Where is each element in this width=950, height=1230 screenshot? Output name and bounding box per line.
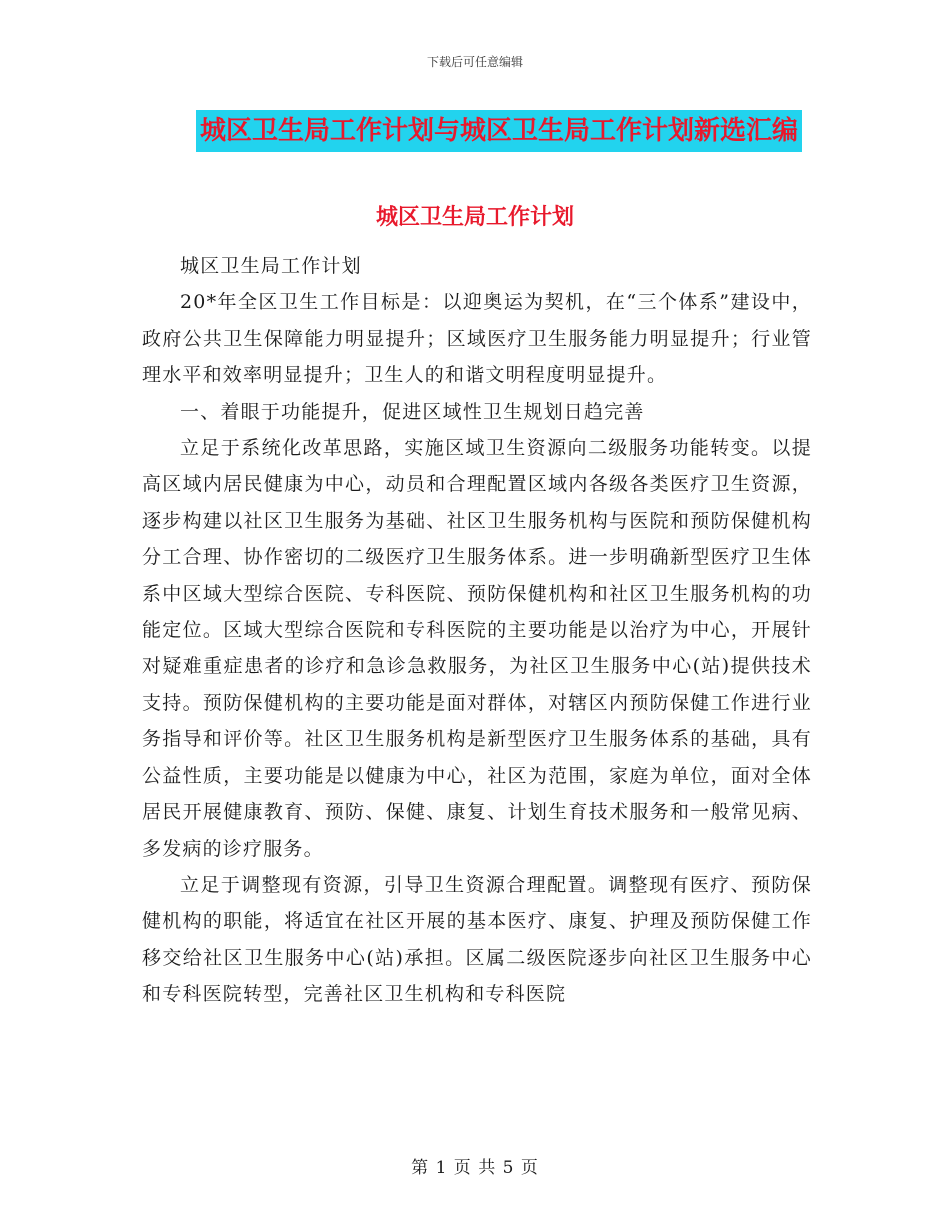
- page-footer: 第 1 页 共 5 页: [411, 1158, 539, 1178]
- header-note: 下载后可任意编辑: [426, 55, 523, 69]
- paragraph-section-one-heading: 一、着眼于功能提升，促进区域性卫生规划日趋完善: [180, 400, 645, 423]
- main-title-container: [0, 110, 950, 152]
- paragraph-goals: 20*年全区卫生工作目标是：以迎奥运为契机，在“三个体系”建设中，政府公共卫生保障能力明显提升；区域医疗卫生服务能力明显提升；行业管理水平和效率明显提升；卫生人的和谐文明程度明显提升。: [142, 291, 812, 387]
- section-title: 城区卫生局工作计划: [375, 205, 574, 230]
- paragraph-resource-adjustment: 立足于调整现有资源，引导卫生资源合理配置。调整现有医疗、预防保健机构的职能，将适宜在社区开展的基本医疗、康复、护理及预防保健工作移交给社区卫生服务中心(站)承担。区属二级医院逐步向社区卫生服务中心和专科医院转型，完善社区卫生机构和专科医院: [142, 873, 812, 1006]
- paragraph-system-reform: 立足于系统化改革思路，实施区域卫生资源向二级服务功能转变。以提高区域内居民健康为中心，动员和合理配置区域内各级各类医疗卫生资源，逐步构建以社区卫生服务为基础、社区卫生服务机构与医院和预防保健机构分工合理、协作密切的二级医疗卫生服务体系。进一步明确新型医疗卫生体系中区域大型综合医院、专科医院、预防保健机构和社区卫生服务机构的功能定位。区域大型综合医院和专科医院的主要功能是以治疗为中心，开展针对疑难重症患者的诊疗和急诊急救服务，为社区卫生服务中心(站)提供技术支持。预防保健机构的主要功能是面对群体，对辖区内预防保健工作进行业务指导和评价等。社区卫生服务机构是新型医疗卫生服务体系的基础，具有公益性质，主要功能是以健康为中心，社区为范围，家庭为单位，面对全体居民开展健康教育、预防、保健、康复、计划生育技术服务和一般常见病、多发病的诊疗服务。: [142, 437, 812, 860]
- main-title: 城区卫生局工作计划与城区卫生局工作计划新选汇编: [196, 110, 802, 152]
- document-body: [142, 248, 812, 1013]
- paragraph-heading: 城区卫生局工作计划: [180, 255, 362, 277]
